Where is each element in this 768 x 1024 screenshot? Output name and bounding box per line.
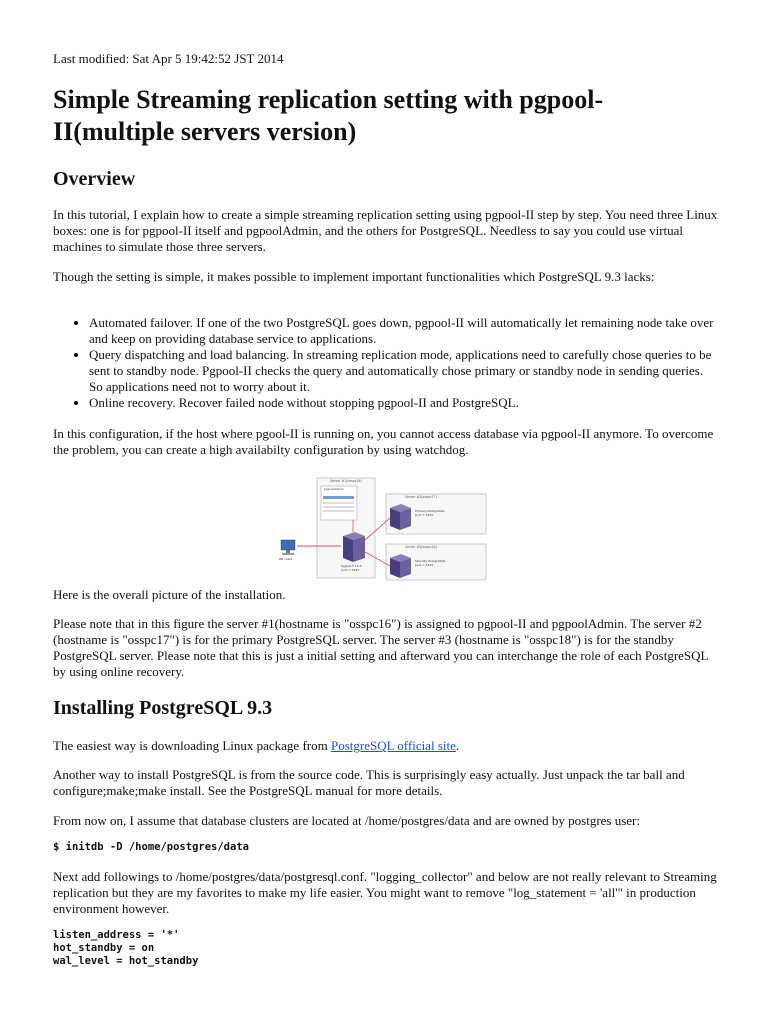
client-computer-icon: [281, 540, 295, 555]
overview-paragraph-1: In this tutorial, I explain how to create a simple streaming replication setting using pgpool-II step by step. You need three Linux boxes: one is for pgpool-II itself and pgpoolAdmin, and the others for PostgreSQL. Needless to say you could use virtual machines to simulate those three servers.: [53, 207, 718, 254]
postgresql-official-site-link[interactable]: PostgreSQL official site: [330, 738, 456, 753]
figure-caption: Here is the overall picture of the installation.: [53, 587, 286, 602]
overview-paragraph-3: In this configuration, if the host where pgool-II is running on, you cannot access database via pgpool-II anymore. To overcome the problem, you can create a high availabilty configuration by using watchdog.: [53, 426, 714, 457]
server3-label: Server #3(osspc18): [405, 545, 437, 549]
install-paragraph-3: From now on, I assume that database clusters are located at /home/postgres/data and are owned by postgres user:: [53, 813, 640, 828]
last-modified: Last modified: Sat Apr 5 19:42:52 JST 2014: [53, 51, 284, 66]
install-heading: Installing PostgreSQL 9.3: [53, 697, 273, 719]
primary-port: port = 5432: [415, 513, 434, 517]
pgpool-port: port = 5432: [341, 568, 360, 572]
install-paragraph-4: Next add followings to /home/postgres/data/postgresql.conf. "logging_collector" and below are not really relevant to Streaming replication but they are my favorites to make my life easier. You might want to remove "log_statement = 'all'" in production environment however.: [53, 869, 717, 916]
pgpooladmin-label: pgpoolAdmin: [324, 487, 344, 491]
standby-server-icon: [390, 554, 411, 578]
install-paragraph-1: The easiest way is downloading Linux package from PostgreSQL official site.: [53, 738, 460, 753]
server2-label: Server #2(osspc17): [405, 495, 437, 499]
pgpool-label: Pgpool-II 10.5: [341, 564, 362, 568]
list-item: • Online recovery. Recover failed node without stopping pgpool-II and PostgreSQL.: [89, 395, 719, 411]
install-paragraph-2: Another way to install PostgreSQL is from the source code. This is surprisingly easy actually. Just unpack the tar ball and configure;make;make install. See the PostgreSQL manual for more details.: [53, 767, 685, 798]
server1-label: Server #1(osspc16): [330, 479, 362, 483]
pgpooladmin-row: [323, 510, 354, 512]
architecture-diagram: [275, 474, 488, 582]
overview-paragraph-2: Though the setting is simple, it makes possible to implement important functionalities which PostgreSQL 9.3 lacks:: [53, 269, 655, 284]
primary-label: Primary PostgreSQL: [415, 509, 445, 513]
overview-paragraph-4: Please note that in this figure the server #1(hostname is "osspc16") is assigned to pgpool-II and pgpoolAdmin. The server #2 (hostname is "osspc17") is for the primary PostgreSQL server. The server #3 (hostname is "osspc18") is for the standby PostgreSQL server. Please note that this is just a initial setting and afterward you can interchange the role of each PostgreSQL by using online recovery.: [53, 616, 709, 679]
pgpooladmin-row: [323, 506, 354, 508]
list-item: • Automated failover. If one of the two PostgreSQL goes down, pgpool-II will automatically let remaining node take over and keep on providing database service to applications.: [89, 315, 719, 347]
code-postgresql-conf: listen_address = '*' hot_standby = on wal_level = hot_standby: [53, 929, 199, 967]
standby-port: port = 5432: [415, 563, 434, 567]
list-item: • Query dispatching and load balancing. In streaming replication mode, applications need to carefully chose queries to be sent to standby node. Pgpool-II checks the query and automatically chose primary or standby node in sending queries. So applications need not to worry about it.: [89, 347, 719, 395]
client-label: DB client: [279, 557, 293, 561]
pgpool-server-icon: [343, 532, 365, 562]
code-initdb: $ initdb -D /home/postgres/data: [53, 841, 249, 853]
pgpooladmin-row: [323, 502, 354, 504]
overview-heading: Overview: [53, 168, 136, 190]
standby-label: Standby PostgreSQL: [415, 559, 446, 563]
primary-server-icon: [390, 504, 411, 530]
feature-list: [53, 315, 719, 411]
pgpooladmin-bar: [323, 496, 354, 499]
page-title: Simple Streaming replication setting with pgpool-II(multiple servers version): [53, 85, 604, 146]
